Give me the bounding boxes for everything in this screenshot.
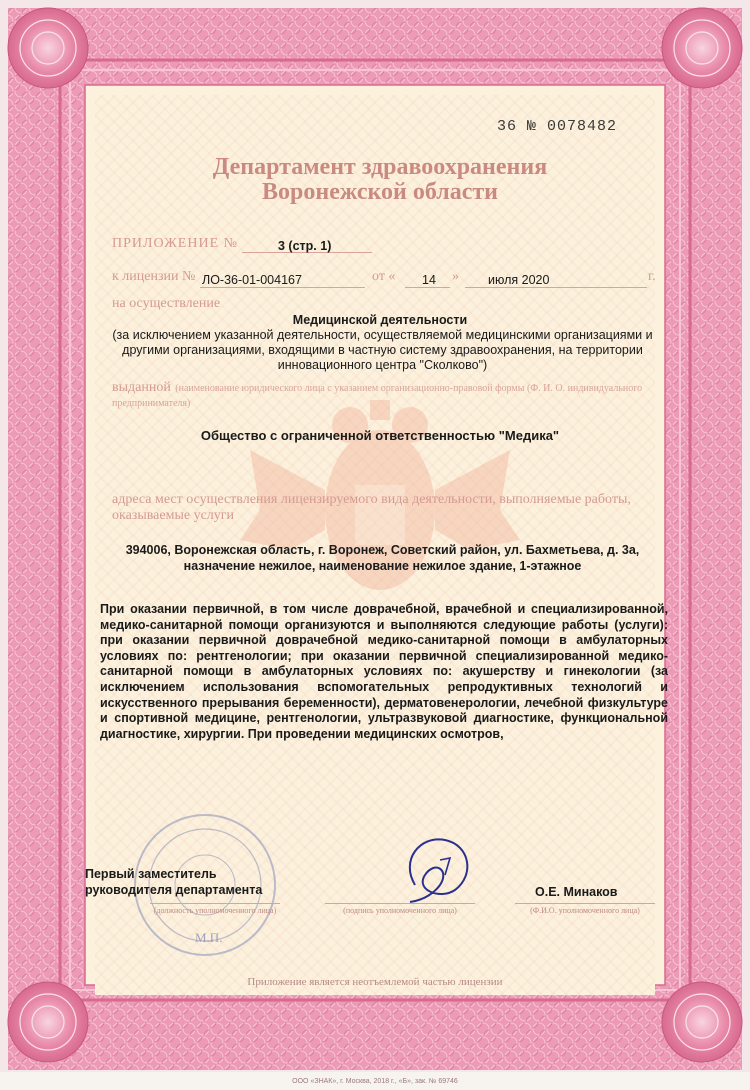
license-date-from-label: от « — [372, 269, 396, 284]
department-name-line1: Департамент здравоохранения — [212, 154, 548, 180]
services-description: При оказании первичной, в том числе доврачебной, врачебной и специализированной, медико-санитарной помощи организуются и выполняются следующие работы (услуги): при оказании первичной доврачебной медико-санитарной помощи в амбулаторных условиях по: рентгенологии; при оказании первичной специализированной медико-санитарной помощи в амбулаторных условиях по: акушерству и гинекологии (за исключением использования вспомогательных репродуктивных технологий и искусственного прерывания беременности), дерматовенерологии, лечебной физкультуре и спортивной медицине, рентгенологии, ультразвуковой диагностике, функциональной диагностике, хирургии. При проведении медицинских осмотров, — [100, 602, 668, 741]
name-hint: (Ф.И.О. уполномоченного лица) — [530, 906, 640, 915]
signatory-position-line1: Первый заместитель — [85, 867, 217, 881]
license-date-quote-close: » — [452, 269, 459, 284]
issued-block — [112, 380, 662, 410]
signatory-position-line2: руководителя департамента — [85, 883, 263, 897]
license-label: к лицензии № — [112, 269, 196, 284]
position-hint: (должность уполномоченного лица) — [153, 906, 277, 915]
issued-hint: (наименование юридического лица с указанием организационно-правовой формы (Ф. И. О. индивидуального предпринимателя) — [112, 383, 643, 409]
signatory-position — [85, 866, 262, 898]
stamp-mp-label: М.П. — [195, 930, 223, 945]
department-name-line2: Воронежской области — [262, 179, 498, 205]
activity-title: Медицинской деятельности — [292, 313, 468, 327]
issued-label: выданной — [112, 380, 171, 395]
activity-label: на осуществление — [112, 296, 221, 311]
license-date-day: 14 — [422, 273, 436, 287]
handwritten-signature-icon — [395, 830, 485, 910]
license-date-month-year: июля 2020 — [488, 273, 550, 287]
appendix-number: 3 (стр. 1) — [278, 239, 332, 253]
address-value: 394006, Воронежская область, г. Воронеж, Советский район, ул. Бахметьева, д. 3а, назначение нежилое, наименование нежилое здание, 1-этажное — [125, 543, 640, 573]
printer-info: ООО «ЗНАК», г. Москва, 2018 г., «Б», зак. № 69746 — [292, 1078, 458, 1085]
organization-name: Общество с ограниченной ответственностью "Медика" — [200, 428, 560, 443]
signatory-name: О.Е. Минаков — [535, 885, 618, 899]
activity-description: (за исключением указанной деятельности, осуществляемой медицинскими организациями и другими организациями, входящими в частную систему здравоохранения, на территории инновационного центра "Сколково") — [112, 328, 653, 372]
license-number: ЛО-36-01-004167 — [202, 273, 302, 287]
form-serial-number: 36 № 0078482 — [497, 118, 618, 135]
license-year-suffix: г. — [648, 269, 656, 284]
addresses-label: адреса мест осуществления лицензируемого вида деятельности, выполняемые работы, оказываемые услуги — [112, 492, 631, 523]
appendix-label: ПРИЛОЖЕНИЕ № — [112, 236, 238, 251]
appendix-integral-note: Приложение является неотъемлемой частью лицензии — [247, 976, 503, 988]
signature-hint: (подпись уполномоченного лица) — [343, 906, 457, 915]
